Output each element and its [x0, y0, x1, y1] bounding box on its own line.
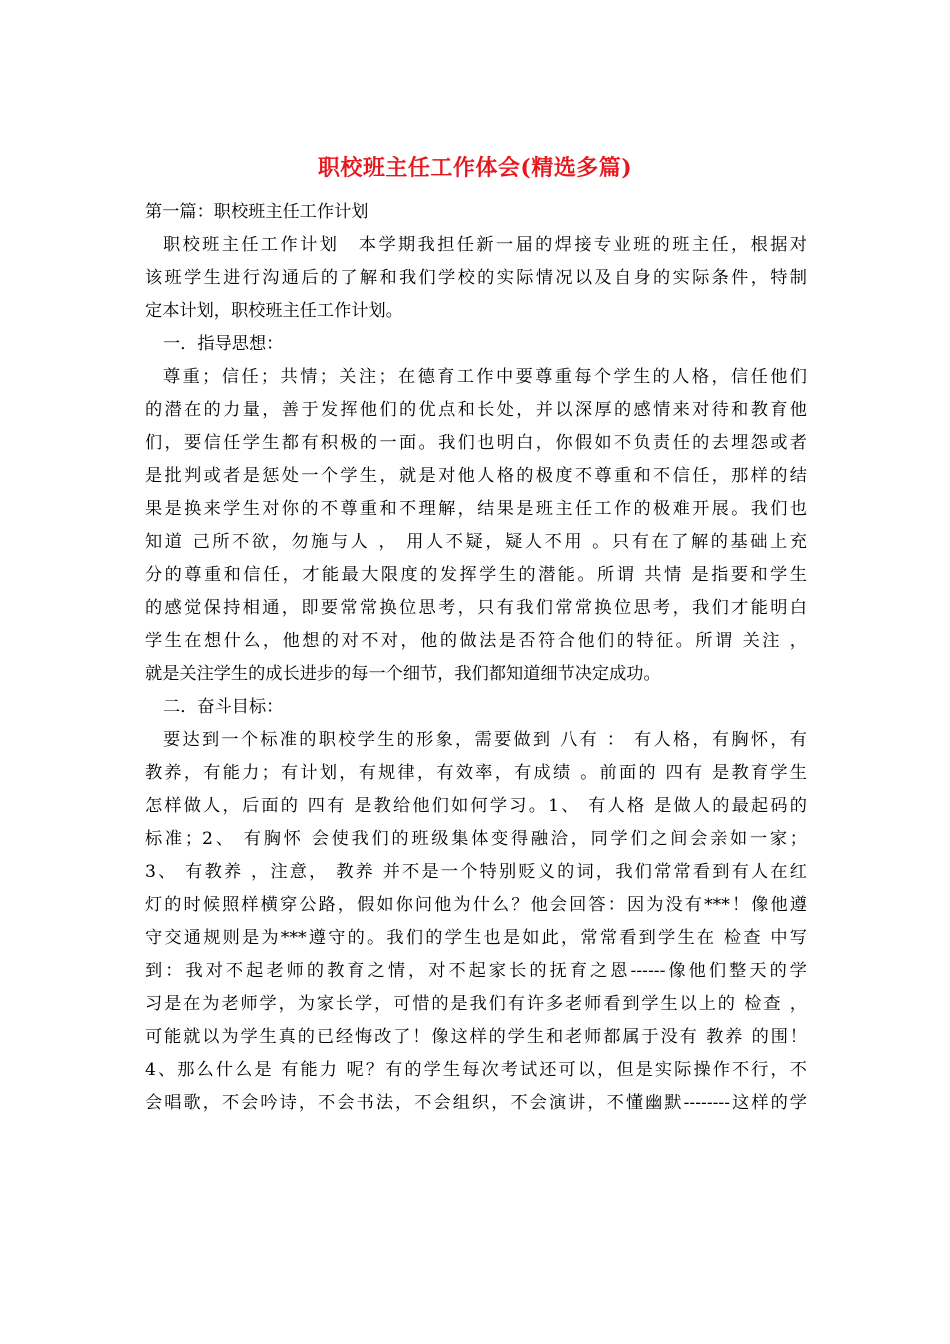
body-line: 的潜在的力量，善于发挥他们的优点和长处，并以深厚的感情来对待和教育他	[145, 400, 807, 420]
body-line: 学生在想什么，他想的对不对，他的做法是否符合他们的特征。所谓 关注 ，	[145, 631, 807, 651]
body-line: 就是关注学生的成长进步的每一个细节，我们都知道细节决定成功。	[145, 664, 661, 684]
body-line: 职校班主任工作计划 本学期我担任新一届的焊接专业班的班主任，根据对	[163, 235, 807, 255]
body-line: 怎样做人，后面的 四有 是教给他们如何学习。1、 有人格 是做人的最起码的	[145, 796, 807, 816]
body-line: 知道 己所不欲，勿施与人 ， 用人不疑，疑人不用 。只有在了解的基础上充	[145, 532, 807, 552]
body-line: 3、 有教养 ，注意， 教养 并不是一个特别贬义的词，我们常常看到有人在红	[145, 862, 807, 882]
document-title: 职校班主任工作体会(精选多篇)	[317, 155, 633, 181]
body-line: 是批判或者是惩处一个学生，就是对他人格的极度不尊重和不信任，那样的结	[145, 466, 807, 486]
body-line: 定本计划，职校班主任工作计划。	[145, 301, 403, 321]
body-line: 要达到一个标准的职校学生的形象，需要做到 八有 ： 有人格，有胸怀，有	[163, 730, 807, 750]
body-line: 该班学生进行沟通后的了解和我们学校的实际情况以及自身的实际条件，特制	[145, 268, 807, 288]
body-line: 教养，有能力；有计划，有规律，有效率，有成绩 。前面的 四有 是教育学生	[145, 763, 807, 783]
body-line: 尊重；信任；共情；关注；在德育工作中要尊重每个学生的人格，信任他们	[163, 367, 807, 387]
body-line: 二．奋斗目标：	[163, 697, 284, 717]
body-line: 习是在为老师学，为家长学，可惜的是我们有许多老师看到学生以上的 检查 ，	[145, 994, 807, 1014]
body-line: 灯的时候照样横穿公路，假如你问他为什么？他会回答：因为没有***！像他遵	[145, 895, 807, 915]
body-line: 第一篇：职校班主任工作计划	[145, 202, 369, 222]
body-line: 会唱歌，不会吟诗，不会书法，不会组织，不会演讲，不懂幽默--------这样的学	[145, 1093, 807, 1113]
body-line: 的感觉保持相通，即要常常换位思考，只有我们常常换位思考，我们才能明白	[145, 598, 807, 618]
body-line: 一．指导思想：	[163, 334, 284, 354]
body-line: 标准；2、 有胸怀 会使我们的班级集体变得融洽，同学们之间会亲如一家；	[145, 829, 807, 849]
body-line: 们，要信任学生都有积极的一面。我们也明白，你假如不负责任的去埋怨或者	[145, 433, 807, 453]
body-line: 4、那么什么是 有能力 呢？有的学生每次考试还可以，但是实际操作不行，不	[145, 1060, 807, 1080]
body-line: 果是换来学生对你的不尊重和不理解，结果是班主任工作的极难开展。我们也	[145, 499, 807, 519]
body-line: 分的尊重和信任，才能最大限度的发挥学生的潜能。所谓 共情 是指要和学生	[145, 565, 807, 585]
body-line: 到：我对不起老师的教育之情，对不起家长的抚育之恩------像他们整天的学	[145, 961, 807, 981]
document-body	[145, 196, 807, 1120]
body-line: 守交通规则是为***遵守的。我们的学生也是如此，常常看到学生在 检查 中写	[145, 928, 807, 948]
body-line: 可能就以为学生真的已经悔改了！像这样的学生和老师都属于没有 教养 的围！	[145, 1027, 807, 1047]
